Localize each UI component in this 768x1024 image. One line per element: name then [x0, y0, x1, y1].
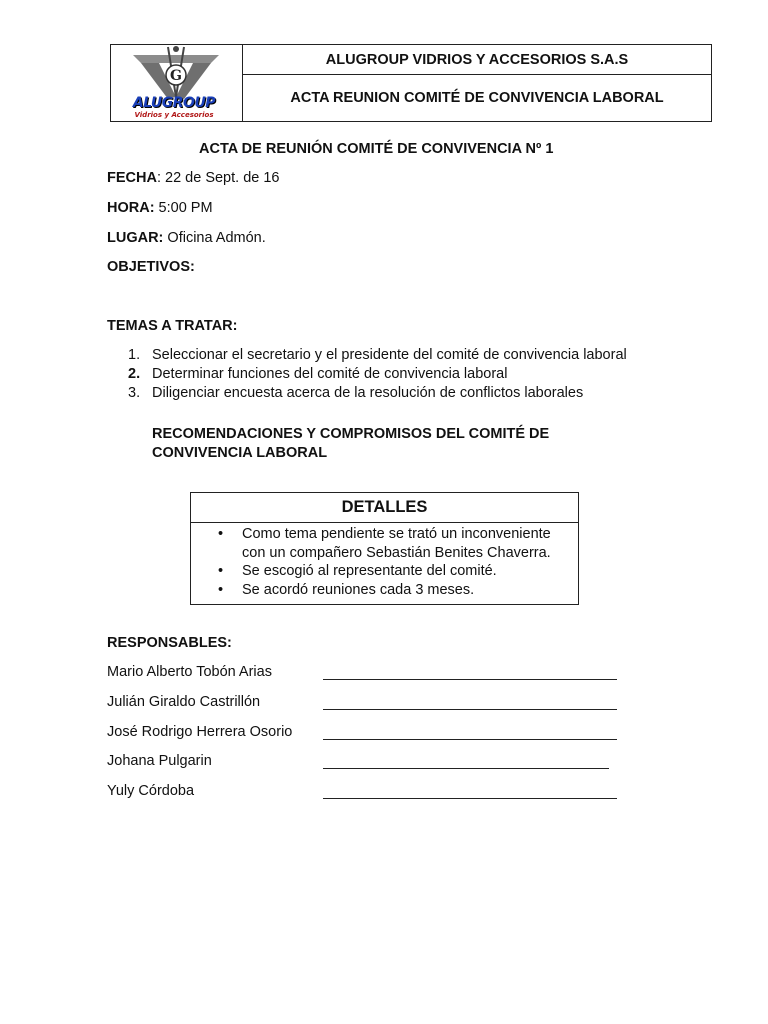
responsable-row: [107, 753, 627, 773]
responsable-row: [107, 694, 627, 714]
responsable-name: Mario Alberto Tobón Arias: [107, 664, 272, 680]
header-table: [110, 44, 712, 122]
list-item: • Se escogió al representante del comité.: [191, 562, 578, 581]
hora-label: HORA:: [107, 200, 155, 216]
responsable-row: [107, 724, 627, 744]
logo-brand: ALUGROUP: [132, 95, 216, 111]
list-item: 2. Determinar funciones del comité de convivencia laboral: [128, 366, 508, 382]
fecha-value: : 22 de Sept. de 16: [156, 170, 280, 186]
company-logo: [111, 45, 243, 121]
signature-line: [323, 709, 617, 710]
objetivos-label: OBJETIVOS:: [107, 259, 195, 275]
lugar-label: LUGAR:: [107, 230, 164, 246]
responsable-name: José Rodrigo Herrera Osorio: [107, 724, 293, 740]
signature-line: [323, 679, 617, 680]
signature-line: [323, 798, 617, 799]
hora-field: [107, 200, 213, 216]
responsables-label: RESPONSABLES:: [107, 635, 232, 651]
acta-title: ACTA DE REUNIÓN COMITÉ DE CONVIVENCIA Nº 1: [199, 141, 554, 157]
svg-text:G: G: [170, 68, 182, 84]
detalles-title: DETALLES: [191, 493, 578, 523]
responsable-name: Johana Pulgarin: [107, 753, 212, 769]
hora-value: 5:00 PM: [154, 200, 213, 216]
fecha-field: [107, 170, 280, 186]
company-name: ALUGROUP VIDRIOS Y ACCESORIOS S.A.S: [243, 45, 711, 75]
temas-list: [128, 346, 688, 403]
document-title: ACTA REUNION COMITÉ DE CONVIVENCIA LABORAL: [290, 90, 664, 106]
logo-tagline: Vidrios y Accesorios: [134, 111, 214, 119]
detalles-box: [190, 492, 579, 605]
lugar-field: [107, 230, 266, 246]
list-item: 1. Seleccionar el secretario y el presidente del comité de convivencia laboral: [128, 347, 627, 363]
signature-line: [323, 739, 617, 740]
recomendaciones-heading: RECOMENDACIONES Y COMPROMISOS DEL COMITÉ DE CONVIVENCIA LABORAL: [152, 426, 550, 461]
temas-label: TEMAS A TRATAR:: [107, 318, 238, 334]
list-item: • Se acordó reuniones cada 3 meses.: [191, 581, 578, 600]
responsable-name: Yuly Córdoba: [107, 783, 195, 799]
responsable-row: [107, 664, 627, 684]
lugar-value: Oficina Admón.: [163, 230, 266, 246]
fecha-label: FECHA: [107, 170, 157, 186]
list-item: • Como tema pendiente se trató un inconveniente con un compañero Sebastián Benites Chaverra.: [191, 525, 578, 562]
responsable-name: Julián Giraldo Castrillón: [107, 694, 261, 710]
signature-line: [323, 768, 609, 769]
detalles-list: [191, 523, 578, 599]
responsable-row: [107, 783, 627, 803]
list-item: 3. Diligenciar encuesta acerca de la resolución de conflictos laborales: [128, 385, 584, 401]
